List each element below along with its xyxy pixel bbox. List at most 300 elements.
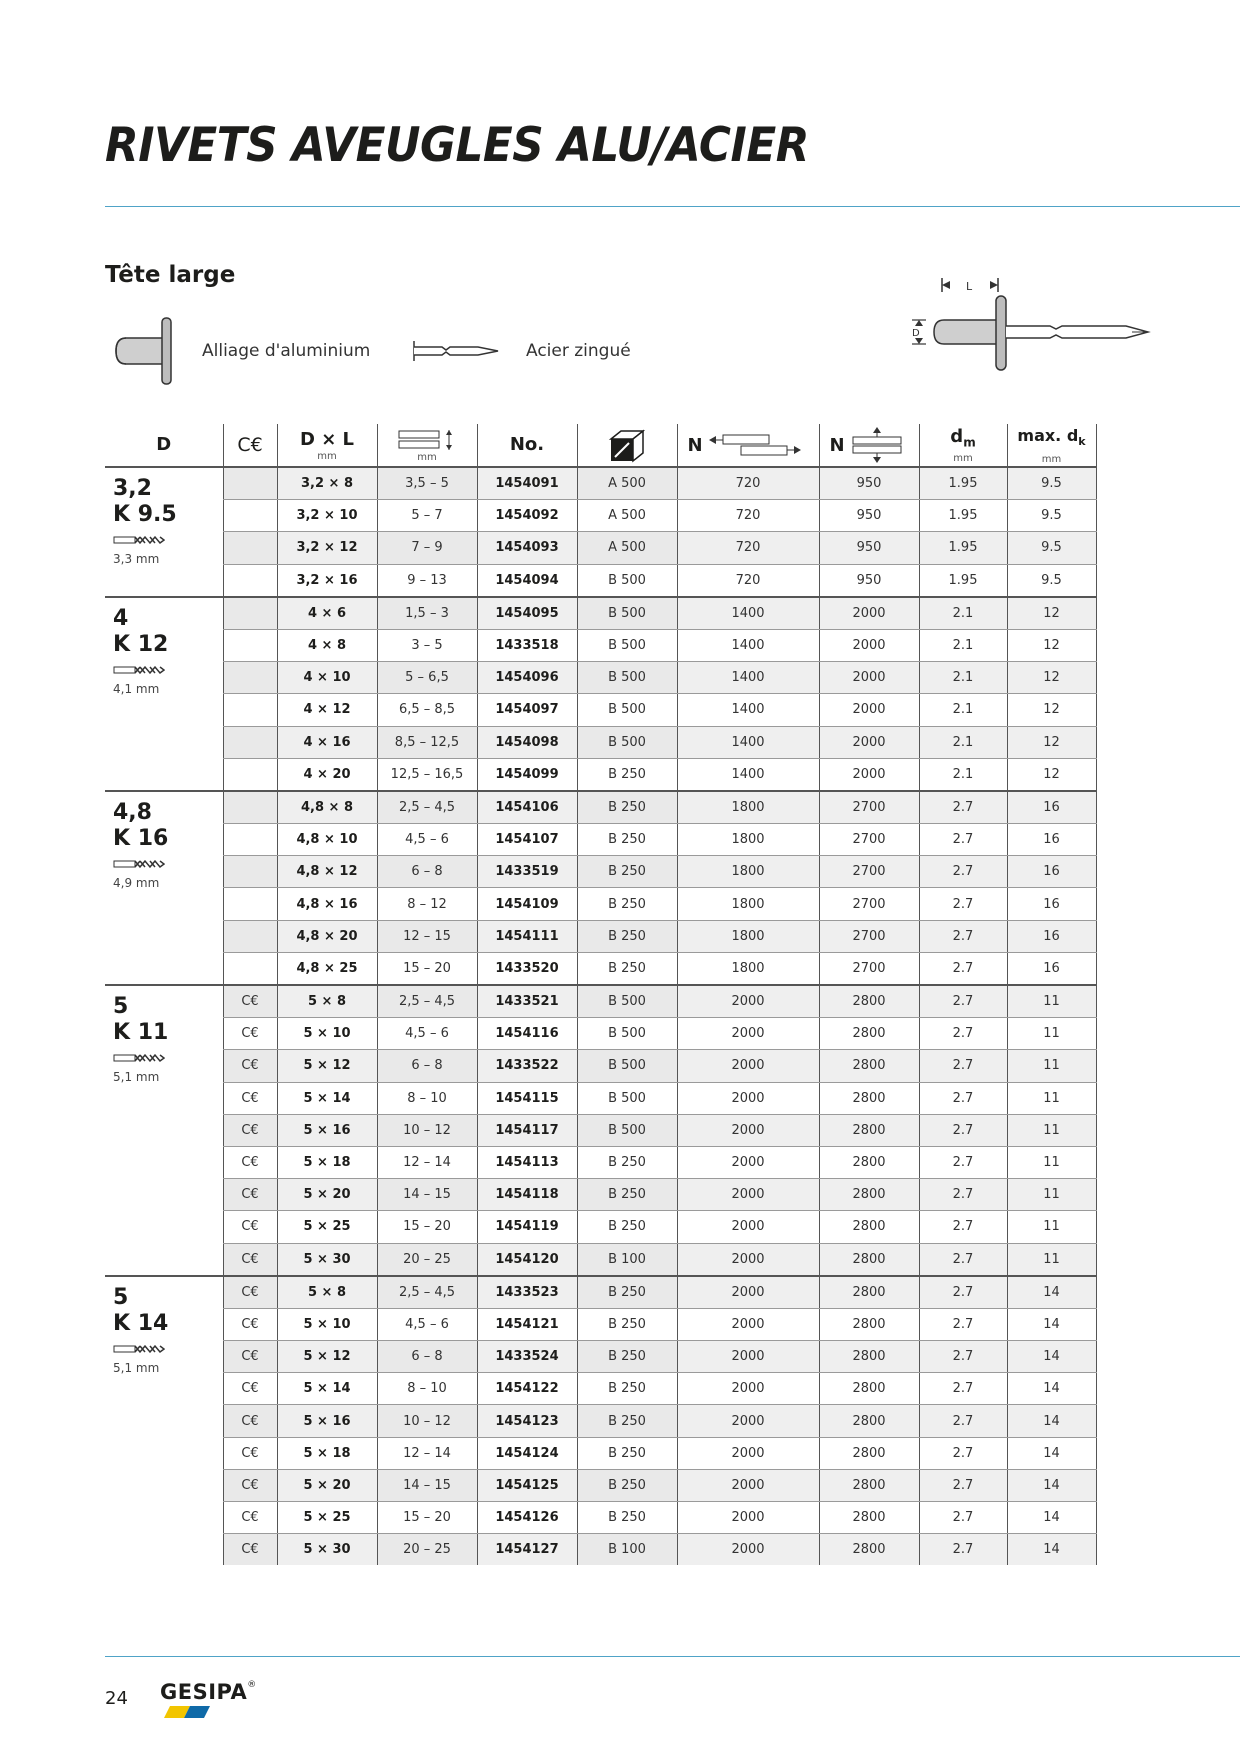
grip-range-cell: 4,5 – 6 bbox=[377, 1018, 477, 1050]
group-label-cell bbox=[105, 791, 223, 985]
dm-cell: 2.7 bbox=[919, 1082, 1007, 1114]
ce-cell: C€ bbox=[223, 1469, 277, 1501]
grip-range-cell: 9 – 13 bbox=[377, 564, 477, 597]
dxl-cell: 4 × 20 bbox=[277, 758, 377, 791]
packaging-cell: B 250 bbox=[577, 1308, 677, 1340]
dimension-l-label: L bbox=[966, 280, 973, 293]
shear-force-cell: 2000 bbox=[677, 1502, 819, 1534]
ce-cell: C€ bbox=[223, 1437, 277, 1469]
article-number-cell: 1454107 bbox=[477, 824, 577, 856]
ce-cell: C€ bbox=[223, 1114, 277, 1146]
shear-force-cell: 1800 bbox=[677, 824, 819, 856]
dxl-cell: 3,2 × 12 bbox=[277, 532, 377, 564]
dk-cell: 9.5 bbox=[1007, 467, 1096, 500]
tensile-force-cell: 2700 bbox=[819, 824, 919, 856]
dxl-cell: 4 × 12 bbox=[277, 694, 377, 726]
shear-force-cell: 2000 bbox=[677, 985, 819, 1018]
dm-cell: 1.95 bbox=[919, 467, 1007, 500]
article-number-cell: 1433519 bbox=[477, 856, 577, 888]
footer-divider bbox=[105, 1656, 1240, 1657]
drill-icon bbox=[113, 1052, 223, 1068]
dxl-cell: 3,2 × 16 bbox=[277, 564, 377, 597]
table-row bbox=[105, 532, 1096, 564]
shear-force-cell: 1800 bbox=[677, 856, 819, 888]
article-number-cell: 1454097 bbox=[477, 694, 577, 726]
col-header-d: D bbox=[105, 424, 223, 467]
dxl-cell: 4,8 × 12 bbox=[277, 856, 377, 888]
dk-cell: 9.5 bbox=[1007, 564, 1096, 597]
article-number-cell: 1433523 bbox=[477, 1276, 577, 1309]
tensile-force-cell: 2700 bbox=[819, 952, 919, 985]
tensile-force-cell: 2700 bbox=[819, 920, 919, 952]
col-header-packaging bbox=[577, 424, 677, 467]
dk-cell: 11 bbox=[1007, 985, 1096, 1018]
dxl-cell: 5 × 25 bbox=[277, 1211, 377, 1243]
drill-icon bbox=[113, 534, 223, 550]
group-diameter: 3,2 bbox=[113, 476, 152, 501]
dm-cell: 2.7 bbox=[919, 1373, 1007, 1405]
table-row bbox=[105, 1405, 1096, 1437]
shear-force-cell: 720 bbox=[677, 564, 819, 597]
dk-cell: 12 bbox=[1007, 726, 1096, 758]
grip-range-cell: 8 – 10 bbox=[377, 1082, 477, 1114]
dk-cell: 16 bbox=[1007, 952, 1096, 985]
ce-cell: C€ bbox=[223, 1373, 277, 1405]
packaging-cell: B 250 bbox=[577, 1146, 677, 1178]
article-number-cell: 1454093 bbox=[477, 532, 577, 564]
ce-cell: C€ bbox=[223, 1018, 277, 1050]
table-row bbox=[105, 1469, 1096, 1501]
dk-cell: 9.5 bbox=[1007, 532, 1096, 564]
dm-cell: 2.7 bbox=[919, 791, 1007, 824]
shear-force-cell: 1400 bbox=[677, 694, 819, 726]
group-label-cell bbox=[105, 467, 223, 597]
table-row bbox=[105, 564, 1096, 597]
table-row bbox=[105, 500, 1096, 532]
dxl-cell: 4 × 16 bbox=[277, 726, 377, 758]
shear-force-cell: 1400 bbox=[677, 597, 819, 630]
article-number-cell: 1454124 bbox=[477, 1437, 577, 1469]
dk-cell: 14 bbox=[1007, 1308, 1096, 1340]
ce-cell: C€ bbox=[223, 1179, 277, 1211]
packaging-cell: B 500 bbox=[577, 985, 677, 1018]
tensile-force-cell: 2000 bbox=[819, 758, 919, 791]
grip-range-cell: 5 – 6,5 bbox=[377, 662, 477, 694]
grip-range-cell: 8,5 – 12,5 bbox=[377, 726, 477, 758]
dm-cell: 2.7 bbox=[919, 1211, 1007, 1243]
ce-cell bbox=[223, 888, 277, 920]
dxl-cell: 3,2 × 10 bbox=[277, 500, 377, 532]
packaging-cell: B 250 bbox=[577, 1179, 677, 1211]
dm-cell: 2.7 bbox=[919, 1243, 1007, 1276]
packaging-cell: B 500 bbox=[577, 1018, 677, 1050]
tensile-force-cell: 2700 bbox=[819, 791, 919, 824]
group-head-size: K 14 bbox=[113, 1310, 169, 1336]
dxl-cell: 5 × 8 bbox=[277, 1276, 377, 1309]
col-header-tensile-force: N bbox=[819, 424, 919, 467]
dm-cell: 2.1 bbox=[919, 726, 1007, 758]
packaging-cell: A 500 bbox=[577, 467, 677, 500]
article-number-cell: 1454098 bbox=[477, 726, 577, 758]
shear-force-cell: 2000 bbox=[677, 1437, 819, 1469]
dxl-cell: 4,8 × 10 bbox=[277, 824, 377, 856]
article-number-cell: 1454091 bbox=[477, 467, 577, 500]
article-number-cell: 1433524 bbox=[477, 1341, 577, 1373]
packaging-cell: B 250 bbox=[577, 888, 677, 920]
article-number-cell: 1454127 bbox=[477, 1534, 577, 1566]
dxl-cell: 5 × 12 bbox=[277, 1341, 377, 1373]
table-row bbox=[105, 1308, 1096, 1340]
packaging-cell: B 500 bbox=[577, 597, 677, 630]
grip-range-cell: 15 – 20 bbox=[377, 952, 477, 985]
table-row bbox=[105, 1050, 1096, 1082]
dxl-cell: 4,8 × 20 bbox=[277, 920, 377, 952]
group-label-cell bbox=[105, 597, 223, 791]
col-header-grip-range: mm bbox=[377, 424, 477, 467]
grip-range-cell: 3 – 5 bbox=[377, 629, 477, 661]
ce-mark-icon: C€ bbox=[237, 434, 263, 456]
grip-range-cell: 3,5 – 5 bbox=[377, 467, 477, 500]
dxl-cell: 5 × 14 bbox=[277, 1373, 377, 1405]
dk-cell: 14 bbox=[1007, 1502, 1096, 1534]
tensile-force-cell: 2800 bbox=[819, 1534, 919, 1566]
article-number-cell: 1433521 bbox=[477, 985, 577, 1018]
article-number-cell: 1454111 bbox=[477, 920, 577, 952]
dm-cell: 2.7 bbox=[919, 1179, 1007, 1211]
tensile-force-cell: 2000 bbox=[819, 726, 919, 758]
shear-force-cell: 1800 bbox=[677, 952, 819, 985]
tensile-force-cell: 2800 bbox=[819, 1405, 919, 1437]
grip-range-cell: 1,5 – 3 bbox=[377, 597, 477, 630]
tensile-force-cell: 2800 bbox=[819, 1179, 919, 1211]
gesipa-logo bbox=[160, 1680, 256, 1718]
table-row bbox=[105, 694, 1096, 726]
dm-cell: 2.7 bbox=[919, 1276, 1007, 1309]
ce-cell: C€ bbox=[223, 1146, 277, 1178]
dxl-cell: 5 × 14 bbox=[277, 1082, 377, 1114]
dm-cell: 2.7 bbox=[919, 920, 1007, 952]
group-diameter: 5 bbox=[113, 994, 129, 1019]
article-number-cell: 1433520 bbox=[477, 952, 577, 985]
packaging-cell: B 250 bbox=[577, 1373, 677, 1405]
ce-cell bbox=[223, 694, 277, 726]
grip-range-cell: 12 – 14 bbox=[377, 1146, 477, 1178]
tensile-force-icon bbox=[849, 426, 905, 464]
dxl-cell: 4 × 10 bbox=[277, 662, 377, 694]
table-row bbox=[105, 1114, 1096, 1146]
article-number-cell: 1454099 bbox=[477, 758, 577, 791]
grip-range-cell: 12 – 14 bbox=[377, 1437, 477, 1469]
article-number-cell: 1454119 bbox=[477, 1211, 577, 1243]
packaging-cell: B 250 bbox=[577, 856, 677, 888]
dxl-cell: 4,8 × 16 bbox=[277, 888, 377, 920]
article-number-cell: 1454123 bbox=[477, 1405, 577, 1437]
grip-range-icon bbox=[378, 428, 477, 452]
dm-cell: 2.7 bbox=[919, 856, 1007, 888]
col-header-ce bbox=[223, 424, 277, 467]
grip-range-cell: 15 – 20 bbox=[377, 1211, 477, 1243]
dxl-cell: 4 × 8 bbox=[277, 629, 377, 661]
brand-name: GESIPA bbox=[160, 1680, 248, 1704]
ce-cell: C€ bbox=[223, 1082, 277, 1114]
dxl-cell: 4,8 × 25 bbox=[277, 952, 377, 985]
legend-aluminium bbox=[112, 316, 370, 386]
group-head-size: K 9.5 bbox=[113, 502, 177, 527]
shear-force-cell: 2000 bbox=[677, 1114, 819, 1146]
ce-cell bbox=[223, 791, 277, 824]
table-row bbox=[105, 1082, 1096, 1114]
page-title: RIVETS AVEUGLES ALU/ACIER bbox=[105, 118, 809, 173]
grip-range-cell: 4,5 – 6 bbox=[377, 1308, 477, 1340]
tensile-force-cell: 2800 bbox=[819, 1018, 919, 1050]
table-row bbox=[105, 920, 1096, 952]
legend-aluminium-label: Alliage d'aluminium bbox=[202, 341, 371, 361]
tensile-force-cell: 950 bbox=[819, 532, 919, 564]
packaging-cell: B 250 bbox=[577, 1469, 677, 1501]
dxl-cell: 5 × 30 bbox=[277, 1534, 377, 1566]
dk-cell: 14 bbox=[1007, 1341, 1096, 1373]
tensile-force-cell: 950 bbox=[819, 500, 919, 532]
legend-steel bbox=[412, 316, 631, 386]
dxl-cell: 5 × 10 bbox=[277, 1308, 377, 1340]
group-head-size: K 11 bbox=[113, 1020, 169, 1045]
dk-cell: 12 bbox=[1007, 597, 1096, 630]
ce-cell bbox=[223, 500, 277, 532]
dxl-cell: 3,2 × 8 bbox=[277, 467, 377, 500]
tensile-force-cell: 2000 bbox=[819, 662, 919, 694]
packaging-cell: A 500 bbox=[577, 532, 677, 564]
table-row bbox=[105, 726, 1096, 758]
tensile-force-cell: 2800 bbox=[819, 1211, 919, 1243]
packaging-cell: B 500 bbox=[577, 1050, 677, 1082]
dk-cell: 12 bbox=[1007, 662, 1096, 694]
group-head-size: K 16 bbox=[113, 825, 169, 851]
table-row bbox=[105, 1179, 1096, 1211]
group-drill-size: 3,3 mm bbox=[113, 552, 160, 566]
article-number-cell: 1454096 bbox=[477, 662, 577, 694]
shear-force-cell: 2000 bbox=[677, 1050, 819, 1082]
tensile-force-cell: 2800 bbox=[819, 1341, 919, 1373]
dk-cell: 14 bbox=[1007, 1276, 1096, 1309]
group-diameter: 4 bbox=[113, 605, 129, 631]
packaging-cell: B 250 bbox=[577, 1405, 677, 1437]
article-number-cell: 1454120 bbox=[477, 1243, 577, 1276]
dxl-cell: 5 × 10 bbox=[277, 1018, 377, 1050]
shear-force-cell: 2000 bbox=[677, 1276, 819, 1309]
dk-cell: 11 bbox=[1007, 1018, 1096, 1050]
dm-cell: 2.7 bbox=[919, 1114, 1007, 1146]
dk-cell: 12 bbox=[1007, 629, 1096, 661]
grip-range-cell: 10 – 12 bbox=[377, 1114, 477, 1146]
dm-cell: 2.7 bbox=[919, 1437, 1007, 1469]
grip-range-cell: 7 – 9 bbox=[377, 532, 477, 564]
dm-cell: 2.7 bbox=[919, 1341, 1007, 1373]
dm-cell: 2.1 bbox=[919, 758, 1007, 791]
drill-icon bbox=[113, 858, 223, 874]
dk-cell: 14 bbox=[1007, 1469, 1096, 1501]
tensile-force-cell: 2800 bbox=[819, 1469, 919, 1501]
article-number-cell: 1454116 bbox=[477, 1018, 577, 1050]
dk-cell: 11 bbox=[1007, 1082, 1096, 1114]
table-row bbox=[105, 791, 1096, 824]
shear-force-cell: 2000 bbox=[677, 1373, 819, 1405]
dk-cell: 11 bbox=[1007, 1243, 1096, 1276]
shear-force-cell: 2000 bbox=[677, 1534, 819, 1566]
dxl-cell: 5 × 20 bbox=[277, 1469, 377, 1501]
grip-range-cell: 6 – 8 bbox=[377, 1050, 477, 1082]
dxl-cell: 5 × 8 bbox=[277, 985, 377, 1018]
group-label-cell bbox=[105, 985, 223, 1276]
article-number-cell: 1454095 bbox=[477, 597, 577, 630]
ce-cell bbox=[223, 726, 277, 758]
shear-force-cell: 2000 bbox=[677, 1341, 819, 1373]
article-number-cell: 1454117 bbox=[477, 1114, 577, 1146]
col-header-dm: $d_m$ mm bbox=[919, 424, 1007, 467]
packaging-cell: B 500 bbox=[577, 1082, 677, 1114]
packaging-cell: B 250 bbox=[577, 1341, 677, 1373]
drill-icon bbox=[113, 664, 223, 680]
dxl-cell: 5 × 16 bbox=[277, 1405, 377, 1437]
section-title: Tête large bbox=[105, 262, 236, 288]
dm-cell: 2.7 bbox=[919, 1502, 1007, 1534]
article-number-cell: 1454094 bbox=[477, 564, 577, 597]
tensile-force-cell: 2000 bbox=[819, 694, 919, 726]
col-header-no: No. bbox=[477, 424, 577, 467]
drill-icon bbox=[113, 1343, 223, 1359]
ce-cell: C€ bbox=[223, 1341, 277, 1373]
grip-range-cell: 15 – 20 bbox=[377, 1502, 477, 1534]
dk-cell: 11 bbox=[1007, 1179, 1096, 1211]
dm-cell: 2.7 bbox=[919, 1405, 1007, 1437]
table-row bbox=[105, 1373, 1096, 1405]
col-header-dk: max. $d_k$ mm bbox=[1007, 424, 1096, 467]
dm-cell: 1.95 bbox=[919, 500, 1007, 532]
dk-cell: 11 bbox=[1007, 1050, 1096, 1082]
table-row bbox=[105, 1534, 1096, 1566]
ce-cell bbox=[223, 952, 277, 985]
dm-cell: 2.1 bbox=[919, 597, 1007, 630]
grip-range-cell: 6,5 – 8,5 bbox=[377, 694, 477, 726]
dk-cell: 16 bbox=[1007, 856, 1096, 888]
dk-cell: 9.5 bbox=[1007, 500, 1096, 532]
shear-force-cell: 720 bbox=[677, 500, 819, 532]
shear-force-cell: 1800 bbox=[677, 888, 819, 920]
table-row bbox=[105, 467, 1096, 500]
tensile-force-cell: 2800 bbox=[819, 1050, 919, 1082]
tensile-force-cell: 2800 bbox=[819, 1082, 919, 1114]
ce-cell: C€ bbox=[223, 1405, 277, 1437]
dm-cell: 2.7 bbox=[919, 952, 1007, 985]
logo-stripes-icon bbox=[160, 1706, 220, 1718]
packaging-cell: B 100 bbox=[577, 1534, 677, 1566]
ce-cell: C€ bbox=[223, 1050, 277, 1082]
table-row bbox=[105, 1502, 1096, 1534]
dk-cell: 16 bbox=[1007, 791, 1096, 824]
dxl-cell: 4 × 6 bbox=[277, 597, 377, 630]
grip-range-cell: 12,5 – 16,5 bbox=[377, 758, 477, 791]
shear-force-cell: 1400 bbox=[677, 629, 819, 661]
table-row bbox=[105, 1276, 1096, 1309]
packaging-cell: B 250 bbox=[577, 952, 677, 985]
packaging-cell: B 250 bbox=[577, 824, 677, 856]
dm-cell: 2.7 bbox=[919, 1469, 1007, 1501]
shear-force-cell: 1800 bbox=[677, 791, 819, 824]
dk-cell: 16 bbox=[1007, 920, 1096, 952]
article-number-cell: 1433518 bbox=[477, 629, 577, 661]
table-row bbox=[105, 824, 1096, 856]
table-row bbox=[105, 629, 1096, 661]
dm-cell: 2.1 bbox=[919, 662, 1007, 694]
group-head-size: K 12 bbox=[113, 631, 169, 657]
tensile-force-cell: 2800 bbox=[819, 1146, 919, 1178]
dm-cell: 2.7 bbox=[919, 1018, 1007, 1050]
table-row bbox=[105, 662, 1096, 694]
ce-cell: C€ bbox=[223, 1276, 277, 1309]
table-row bbox=[105, 1018, 1096, 1050]
tensile-force-cell: 2000 bbox=[819, 629, 919, 661]
dk-cell: 11 bbox=[1007, 1146, 1096, 1178]
shear-force-cell: 2000 bbox=[677, 1146, 819, 1178]
dxl-cell: 5 × 25 bbox=[277, 1502, 377, 1534]
shear-force-cell: 2000 bbox=[677, 1018, 819, 1050]
dm-cell: 2.7 bbox=[919, 985, 1007, 1018]
table-row bbox=[105, 597, 1096, 630]
dm-cell: 2.7 bbox=[919, 1146, 1007, 1178]
tensile-force-cell: 2800 bbox=[819, 1276, 919, 1309]
article-number-cell: 1454126 bbox=[477, 1502, 577, 1534]
ce-cell bbox=[223, 564, 277, 597]
ce-cell: C€ bbox=[223, 985, 277, 1018]
dk-cell: 12 bbox=[1007, 758, 1096, 791]
table-row bbox=[105, 952, 1096, 985]
tensile-force-cell: 2800 bbox=[819, 985, 919, 1018]
dm-cell: 1.95 bbox=[919, 564, 1007, 597]
group-drill-size: 4,9 mm bbox=[113, 875, 160, 890]
shear-force-cell: 2000 bbox=[677, 1211, 819, 1243]
article-number-cell: 1433522 bbox=[477, 1050, 577, 1082]
dxl-cell: 4,8 × 8 bbox=[277, 791, 377, 824]
table-row bbox=[105, 1211, 1096, 1243]
grip-range-cell: 20 – 25 bbox=[377, 1534, 477, 1566]
shear-force-cell: 2000 bbox=[677, 1308, 819, 1340]
group-label-cell bbox=[105, 1276, 223, 1566]
grip-range-cell: 8 – 12 bbox=[377, 888, 477, 920]
tensile-force-cell: 2800 bbox=[819, 1308, 919, 1340]
dm-cell: 2.7 bbox=[919, 888, 1007, 920]
ce-cell bbox=[223, 758, 277, 791]
box-icon bbox=[578, 427, 677, 463]
packaging-cell: B 500 bbox=[577, 662, 677, 694]
col-header-dxl: D × L mm bbox=[277, 424, 377, 467]
dk-cell: 16 bbox=[1007, 888, 1096, 920]
page-number: 24 bbox=[105, 1688, 128, 1709]
packaging-cell: B 250 bbox=[577, 791, 677, 824]
shear-force-cell: 720 bbox=[677, 532, 819, 564]
dimension-d-label: D bbox=[912, 328, 920, 339]
dxl-cell: 5 × 18 bbox=[277, 1437, 377, 1469]
article-number-cell: 1454106 bbox=[477, 791, 577, 824]
dk-cell: 11 bbox=[1007, 1114, 1096, 1146]
grip-range-cell: 12 – 15 bbox=[377, 920, 477, 952]
dm-cell: 2.1 bbox=[919, 694, 1007, 726]
dm-cell: 2.7 bbox=[919, 1308, 1007, 1340]
group-drill-size: 4,1 mm bbox=[113, 681, 160, 696]
group-drill-size: 5,1 mm bbox=[113, 1360, 160, 1375]
dk-cell: 14 bbox=[1007, 1373, 1096, 1405]
article-number-cell: 1454092 bbox=[477, 500, 577, 532]
table-row bbox=[105, 1437, 1096, 1469]
shear-force-cell: 1800 bbox=[677, 920, 819, 952]
